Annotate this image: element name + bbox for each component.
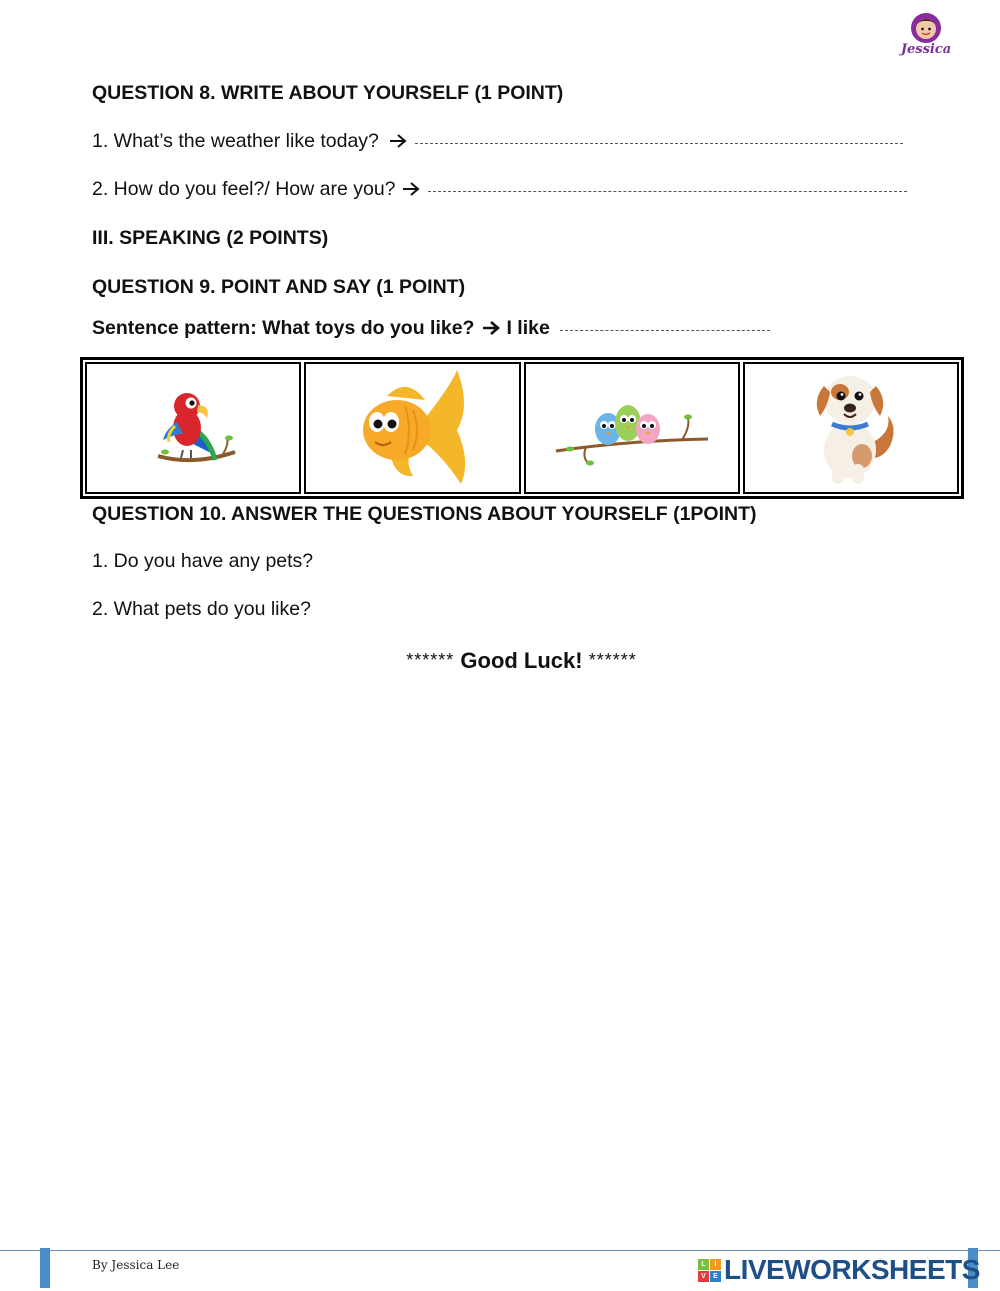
arrow-right-icon xyxy=(482,321,500,335)
jessica-logo xyxy=(898,12,954,62)
q8-item-2-text: 2. How do you feel?/ How are you? xyxy=(92,178,396,200)
picture-cell-goldfish[interactable] xyxy=(304,362,520,494)
q8-heading: QUESTION 8. WRITE ABOUT YOURSELF (1 POINT) xyxy=(92,82,564,104)
liveworksheets-squares-icon xyxy=(698,1259,721,1282)
q9-pattern-prefix: Sentence pattern: What toys do you like? xyxy=(92,317,475,339)
footer-divider xyxy=(0,1250,1000,1251)
logo-wordmark: Jessica xyxy=(900,42,952,57)
picture-cell-puppy[interactable] xyxy=(743,362,959,494)
logo-avatar-icon xyxy=(898,12,954,44)
parrot-icon xyxy=(143,378,243,478)
liveworksheets-wordmark: LIVEWORKSHEETS xyxy=(724,1254,980,1285)
picture-cell-parrot[interactable] xyxy=(85,362,301,494)
lw-square-v: V xyxy=(698,1271,709,1282)
goldfish-icon xyxy=(347,366,477,490)
lw-square-l: L xyxy=(698,1259,709,1270)
q8-answer-2-blank[interactable] xyxy=(428,191,907,192)
q9-answer-blank[interactable] xyxy=(560,330,770,331)
arrow-right-icon xyxy=(389,134,407,148)
q8-answer-1-blank[interactable] xyxy=(415,143,903,144)
birds-on-branch-icon xyxy=(552,383,712,473)
stars-left: ****** xyxy=(406,650,455,670)
q10-item-2: 2. What pets do you like? xyxy=(92,598,311,620)
q8-item-1 xyxy=(92,130,903,153)
q10-heading: QUESTION 10. ANSWER THE QUESTIONS ABOUT YOURSELF (1POINT) xyxy=(92,503,757,525)
q9-sentence-pattern xyxy=(92,317,770,340)
q8-item-2 xyxy=(92,178,907,201)
stars-right: ****** xyxy=(588,650,637,670)
picture-cell-birds[interactable] xyxy=(524,362,740,494)
puppy-icon xyxy=(806,366,896,490)
footer-author: By Jessica Lee xyxy=(92,1258,180,1272)
q9-heading: QUESTION 9. POINT AND SAY (1 POINT) xyxy=(92,276,466,298)
section-3-heading: III. SPEAKING (2 POINTS) xyxy=(92,227,329,249)
good-luck-text: Good Luck! xyxy=(460,648,583,673)
q9-pattern-answer: I like xyxy=(506,317,550,339)
good-luck-message xyxy=(0,648,1000,674)
footer-bar-left xyxy=(40,1248,50,1288)
q9-picture-table xyxy=(80,357,964,499)
lw-square-i: I xyxy=(710,1259,721,1270)
lw-square-e: E xyxy=(710,1271,721,1282)
liveworksheets-logo[interactable] xyxy=(698,1254,980,1286)
q10-item-1: 1. Do you have any pets? xyxy=(92,550,314,572)
q8-item-1-text: 1. What’s the weather like today? xyxy=(92,130,379,152)
arrow-right-icon xyxy=(402,182,420,196)
